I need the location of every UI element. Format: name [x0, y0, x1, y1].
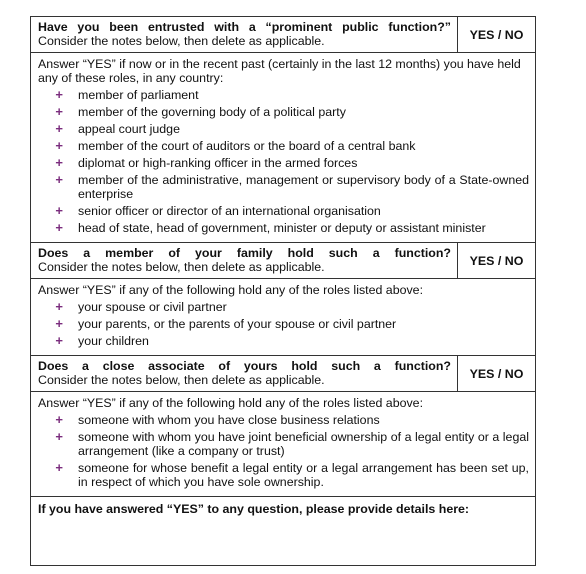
- list-item: [38, 156, 529, 170]
- question-2-intro: Answer “YES” if any of the following hold any of the roles listed above:: [38, 283, 424, 297]
- question-1-text: [31, 17, 457, 52]
- list-item-text: someone with whom you have close business relations: [78, 413, 380, 427]
- question-3-text: [31, 356, 457, 391]
- list-item: [38, 204, 529, 218]
- details-field[interactable]: [31, 497, 535, 565]
- question-1-role-list: [38, 88, 529, 235]
- question-2-family-list: [38, 300, 529, 348]
- list-item-text: head of state, head of government, minister or deputy or assistant minister: [78, 221, 486, 235]
- question-3-note: Consider the notes below, then delete as applicable.: [38, 373, 325, 387]
- question-3-title: Does a close associate of yours hold such a function?: [38, 359, 451, 373]
- list-item-text: member of parliament: [78, 88, 199, 102]
- question-3-yes-no[interactable]: YES / NO: [457, 356, 535, 391]
- list-item-text: diplomat or high-ranking officer in the armed forces: [78, 156, 358, 170]
- plus-bullet-icon: +: [55, 429, 63, 444]
- question-1-title: Have you been entrusted with a “prominent public function?”: [38, 20, 451, 34]
- details-label: If you have answered “YES” to any question, please provide details here:: [38, 502, 470, 516]
- list-item: [38, 300, 529, 314]
- question-2-yes-no[interactable]: YES / NO: [457, 243, 535, 278]
- list-item: [38, 105, 529, 119]
- list-item-text: your spouse or civil partner: [78, 300, 227, 314]
- list-item: [38, 139, 529, 153]
- plus-bullet-icon: +: [55, 138, 63, 153]
- list-item-text: someone with whom you have joint beneficial ownership of a legal entity or a legal arrangement (like a company or trust): [78, 430, 529, 458]
- question-2-note: Consider the notes below, then delete as applicable.: [38, 260, 325, 274]
- plus-bullet-icon: +: [55, 316, 63, 331]
- question-3-intro: Answer “YES” if any of the following hold any of the roles listed above:: [38, 396, 424, 410]
- list-item-text: member of the court of auditors or the board of a central bank: [78, 139, 416, 153]
- question-2-text: [31, 243, 457, 278]
- list-item-text: senior officer or director of an international organisation: [78, 204, 381, 218]
- question-3-answer-notes: [31, 392, 535, 497]
- question-1-row: [31, 17, 535, 53]
- question-3-associate-list: [38, 413, 529, 489]
- list-item-text: member of the governing body of a political party: [78, 105, 346, 119]
- question-1-answer-notes: [31, 53, 535, 243]
- question-2-answer-notes: [31, 279, 535, 356]
- list-item-text: your children: [78, 334, 149, 348]
- question-3-row: [31, 356, 535, 392]
- plus-bullet-icon: +: [55, 203, 63, 218]
- list-item: [38, 334, 529, 348]
- list-item-text: member of the administrative, management or supervisory body of a State-owned enterprise: [78, 173, 529, 201]
- list-item: [38, 88, 529, 102]
- list-item: [38, 317, 529, 331]
- question-2-title: Does a member of your family hold such a function?: [38, 246, 451, 260]
- plus-bullet-icon: +: [55, 220, 63, 235]
- plus-bullet-icon: +: [55, 172, 63, 187]
- plus-bullet-icon: +: [55, 333, 63, 348]
- question-1-note: Consider the notes below, then delete as applicable.: [38, 34, 325, 48]
- list-item-text: someone for whose benefit a legal entity or a legal arrangement has been set up, in respect of which you have sole ownership.: [78, 461, 529, 489]
- question-1-yes-no[interactable]: YES / NO: [457, 17, 535, 52]
- plus-bullet-icon: +: [55, 412, 63, 427]
- plus-bullet-icon: +: [55, 104, 63, 119]
- list-item-text: appeal court judge: [78, 122, 180, 136]
- question-2-row: [31, 243, 535, 279]
- list-item: [38, 430, 529, 458]
- pep-declaration-form: [30, 16, 536, 566]
- question-1-intro: Answer “YES” if now or in the recent past (certainly in the last 12 months) you have held any of these roles, in any country:: [38, 57, 521, 85]
- list-item: [38, 461, 529, 489]
- list-item-text: your parents, or the parents of your spouse or civil partner: [78, 317, 397, 331]
- list-item: [38, 221, 529, 235]
- list-item: [38, 122, 529, 136]
- plus-bullet-icon: +: [55, 155, 63, 170]
- plus-bullet-icon: +: [55, 121, 63, 136]
- plus-bullet-icon: +: [55, 87, 63, 102]
- list-item: [38, 413, 529, 427]
- plus-bullet-icon: +: [55, 460, 63, 475]
- list-item: [38, 173, 529, 201]
- plus-bullet-icon: +: [55, 299, 63, 314]
